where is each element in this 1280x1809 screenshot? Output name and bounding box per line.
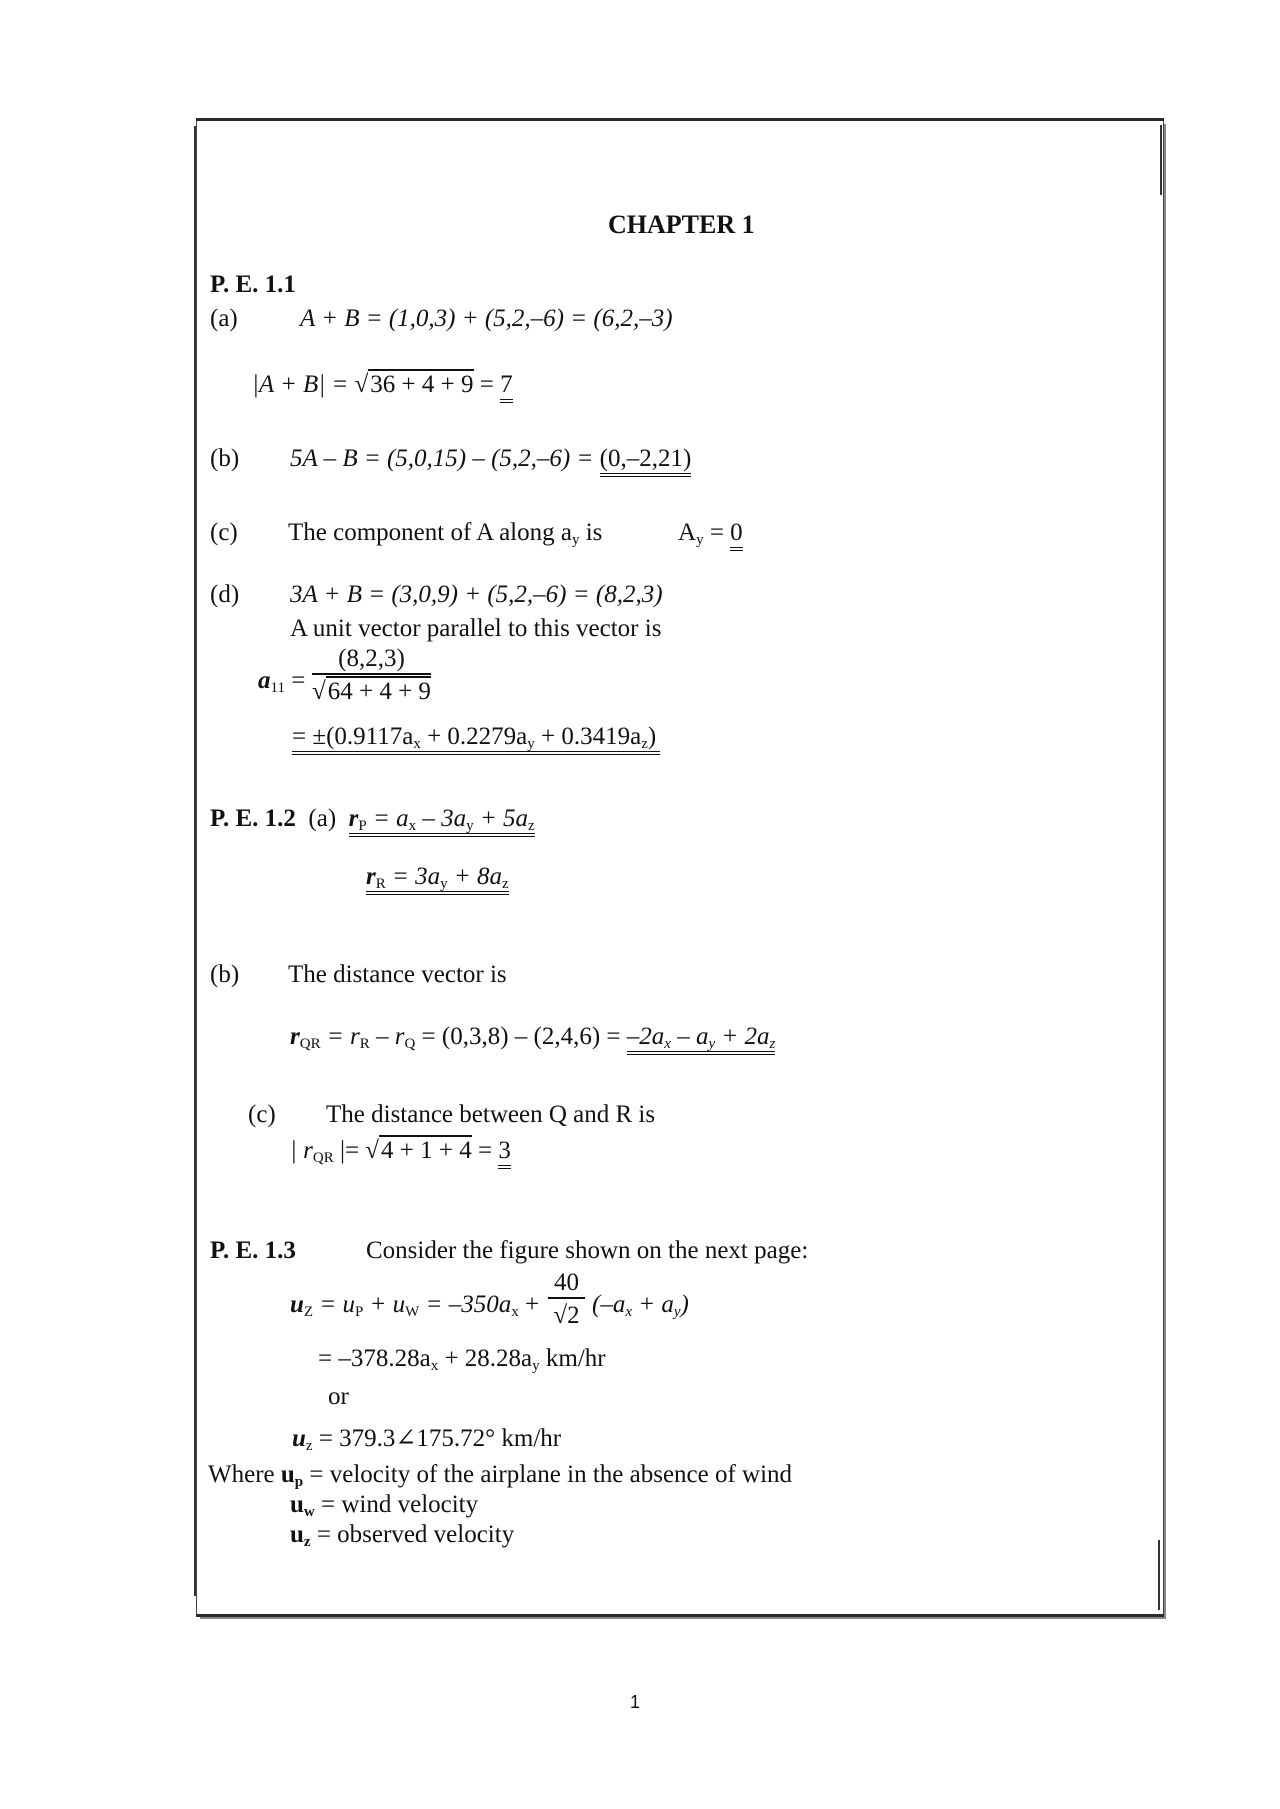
pe1-2-rr-part2: + 8a — [447, 863, 502, 890]
pe1-1-d-frac-denominator: √64 + 4 + 9 — [312, 678, 431, 705]
pe1-1-c-ay: A — [678, 519, 697, 546]
pe1-1-d-ans-part3: + 0.3419a — [534, 723, 642, 750]
pe1-1-a-mag-eq: = — [473, 371, 501, 398]
pe1-2-rqr-ans-x: x — [664, 1036, 671, 1052]
pe1-3-uz-def: = observed velocity — [310, 1521, 515, 1548]
pe1-2-c-magnitude — [290, 1138, 511, 1166]
pe1-3-up-sub: P — [354, 1304, 364, 1320]
pe1-3-uz-equation — [290, 1292, 539, 1320]
pe1-1-b-label: (b) — [210, 445, 240, 472]
pe1-1-d-ans-close: ) — [647, 723, 657, 750]
pe1-3-uw-def-line — [290, 1492, 478, 1520]
pe1-2-a-rr — [366, 864, 509, 892]
pe1-1-d-text: A unit vector parallel to this vector is — [290, 615, 662, 642]
pe1-1-c-label: (c) — [210, 519, 238, 546]
pe1-3-frac-denominator: √2 — [553, 1302, 580, 1329]
pe1-1-c-result — [678, 520, 743, 548]
pe1-3-line2-x: x — [430, 1358, 439, 1374]
pe1-3-line2-y: y — [532, 1358, 540, 1374]
pe1-3-fraction — [548, 1270, 585, 1328]
pe1-2-heading: P. E. 1.2 — [210, 805, 296, 832]
pe1-3-uz-def-line — [290, 1522, 514, 1550]
pe1-1-c-answer: 0 — [730, 519, 743, 551]
pe1-2-rqr-eq3: = (0,3,8) – (2,4,6) = — [415, 1023, 627, 1050]
pe1-2-rr-y: y — [440, 876, 448, 892]
pe1-3-where: Where — [208, 1461, 281, 1488]
pe1-1-a-equation: A + B = (1,0,3) + (5,2,–6) = (6,2,–3) — [300, 305, 673, 332]
pe1-3-frac-numerator: 40 — [548, 1270, 585, 1299]
pe1-1-a-magnitude — [252, 372, 513, 397]
pe1-2-rqr-eq1: = r — [320, 1023, 360, 1050]
pe1-2-rr-eq: = 3a — [385, 863, 441, 890]
pe1-3-line2-part2: + 28.28a — [438, 1345, 533, 1372]
pe1-2-rr-symbol: r — [366, 863, 376, 890]
page-number: 1 — [630, 1692, 641, 1712]
pe1-1-d-fraction — [312, 646, 431, 704]
pe1-3-uz-symbol: u — [290, 1291, 304, 1318]
pe1-3-line2 — [318, 1346, 606, 1374]
pe1-2-rp-y: y — [466, 818, 474, 834]
pe1-2-rqr-ans-y: y — [708, 1036, 716, 1052]
pe1-2-c-answer: 3 — [498, 1137, 511, 1169]
pe1-1-d-a11-sub: 11 — [270, 680, 285, 696]
pe1-3-up-bold: u — [280, 1461, 295, 1488]
pe1-3-paren — [592, 1292, 689, 1320]
pe1-2-c-mag-sub: QR — [312, 1150, 334, 1166]
pe1-1-d-equation: 3A + B = (3,0,9) + (5,2,–6) = (8,2,3) — [290, 581, 663, 608]
pe1-3-uz-bold: u — [290, 1521, 304, 1548]
pe1-3-intro: Consider the figure shown on the next page: — [366, 1237, 809, 1264]
pe1-2-b-label: (b) — [210, 961, 240, 988]
pe1-1-d-frac-eq: = — [284, 667, 306, 694]
pe1-2-b-equation — [290, 1024, 775, 1052]
pe1-1-d-ans-z: z — [641, 736, 648, 752]
pe1-3-uz-eq: = u — [313, 1291, 355, 1318]
pe1-2-c-mag-radicand: 4 + 1 + 4 — [381, 1137, 472, 1164]
pe1-2-c-text: The distance between Q and R is — [326, 1101, 656, 1128]
pe1-2-rqr-ans-z: z — [769, 1036, 776, 1052]
chapter-title: CHAPTER 1 — [608, 210, 755, 239]
pe1-2-c-label: (c) — [248, 1101, 276, 1128]
pe1-3-paren-x: x — [625, 1304, 632, 1320]
pe1-2-rqr-ans2: – a — [670, 1023, 709, 1050]
pe1-2-rqr-symbol: r — [290, 1023, 300, 1050]
pe1-3-polar-u: u — [292, 1425, 306, 1452]
frame-top-rule — [196, 118, 1164, 121]
pe1-2-rqr-r-sub: R — [359, 1036, 370, 1052]
pe1-3-where-up — [208, 1462, 792, 1490]
pe1-2-c-mag-lhs: | r — [290, 1137, 313, 1164]
pe1-1-heading: P. E. 1.1 — [210, 271, 296, 298]
pe1-3-uz-bold-sub: z — [303, 1534, 311, 1550]
pe1-1-a-mag-answer: 7 — [500, 371, 513, 403]
pe1-1-a-mag-lhs: |A + B| = √ — [252, 371, 369, 398]
pe1-2-c-mag-eq2: = — [471, 1137, 499, 1164]
pe1-1-c-sub: y — [571, 532, 580, 548]
pe1-2-b-text: The distance vector is — [288, 961, 507, 988]
pe1-3-uz-plus: + — [518, 1291, 540, 1318]
pe1-3-paren-close: ) — [680, 1291, 689, 1318]
pe1-3-line2-unit: km/hr — [539, 1345, 606, 1372]
pe1-3-uw-sub: W — [405, 1304, 420, 1320]
pe1-3-uw-bold: u — [290, 1491, 304, 1518]
pe1-2-rp-part2: – 3a — [416, 805, 467, 832]
pe1-1-d-a11 — [258, 668, 305, 696]
pe1-2-rr-z: z — [502, 876, 509, 892]
pe1-2-a-label: (a) — [308, 805, 337, 832]
pe1-2-rqr-eq2: – r — [369, 1023, 405, 1050]
pe1-2-rqr-q-sub: Q — [404, 1036, 416, 1052]
pe1-2-rr-sub: R — [375, 876, 386, 892]
pe1-3-up-bold-sub: p — [294, 1474, 304, 1490]
pe1-3-or: or — [328, 1383, 349, 1410]
pe1-1-d-label: (d) — [210, 581, 240, 608]
pe1-1-d-ans-x: x — [413, 736, 421, 752]
pe1-1-b-eq: 5A – B = (5,0,15) – (5,2,–6) = — [290, 445, 600, 472]
pe1-3-up-def: = velocity of the airplane in the absence of wind — [303, 1461, 793, 1488]
pe1-1-d-ans-y: y — [527, 736, 535, 752]
pe1-1-b-equation — [290, 446, 691, 471]
pe1-2-rqr-answer — [627, 1023, 776, 1055]
frame-bottom-rule — [196, 1614, 1164, 1617]
pe1-1-d-frac-numerator: (8,2,3) — [312, 646, 431, 675]
frame-left-rule — [194, 126, 196, 1596]
pe1-2-rr-body — [366, 863, 509, 895]
pe1-1-c-text — [288, 520, 602, 548]
pe1-2-rp-x: x — [408, 818, 417, 834]
pe1-1-d-answer — [292, 724, 660, 752]
pe1-3-heading: P. E. 1.3 — [210, 1237, 296, 1264]
pe1-1-d-answer-body — [292, 723, 660, 755]
pe1-1-a-mag-radicand: 36 + 4 + 9 — [370, 371, 474, 398]
pe1-2-rp-eq: = a — [366, 805, 409, 832]
pe1-3-uz-x: x — [511, 1304, 519, 1320]
pe1-1-d-ans-part1: = ±(0.9117a — [292, 723, 414, 750]
pe1-2-a-rp — [349, 805, 535, 837]
pe1-1-c-is: is — [579, 519, 603, 546]
pe1-3-uw-bold-sub: w — [303, 1504, 315, 1520]
pe1-2-rqr-ans3: + 2a — [715, 1023, 770, 1050]
frame-right-rule-bottom — [1158, 1540, 1160, 1610]
pe1-1-d-a11-symbol: a — [258, 667, 271, 694]
pe1-1-c-ay-sub: y — [696, 532, 704, 548]
pe1-3-polar — [292, 1426, 561, 1454]
pe1-3-paren-part2: + a — [632, 1291, 674, 1318]
pe1-1-a-label: (a) — [210, 305, 238, 332]
pe1-3-uz-eq2: + u — [363, 1291, 406, 1318]
pe1-2-c-mag-eq: |= √ — [333, 1137, 380, 1164]
pe1-1-b-answer: (0,–2,21) — [600, 445, 692, 477]
pe1-2-rp-sub: P — [358, 818, 367, 834]
pe1-1-c-sentence: The component of A along a — [288, 519, 572, 546]
pe1-3-polar-sub: z — [305, 1438, 313, 1454]
pe1-2-rp-z: z — [527, 818, 535, 834]
pe1-3-uz-sub: Z — [303, 1304, 314, 1320]
pe1-1-d-ans-part2: + 0.2279a — [420, 723, 528, 750]
pe1-3-paren-open: (–a — [592, 1291, 626, 1318]
pe1-2-rp-part3: + 5a — [473, 805, 528, 832]
frame-right-rule-top — [1160, 125, 1162, 195]
pe1-2-rqr-ans1: –2a — [626, 1023, 665, 1050]
pe1-1-d-frac-den-radicand: 64 + 4 + 9 — [327, 678, 431, 705]
pe1-3-uw-def: = wind velocity — [314, 1491, 479, 1518]
pe1-3-line2-part1: = –378.28a — [318, 1345, 431, 1372]
pe1-2-rp-symbol: r — [348, 805, 359, 832]
pe1-2-rqr-sub: QR — [299, 1036, 321, 1052]
pe1-3-uz-eq3: = –350a — [419, 1291, 512, 1318]
pe1-2-a-line — [210, 806, 535, 834]
pe1-1-c-ay-eq: = — [703, 519, 731, 546]
pe1-3-paren-y: y — [673, 1304, 681, 1320]
pe1-3-polar-eq: = 379.3∠175.72° km/hr — [312, 1425, 562, 1452]
